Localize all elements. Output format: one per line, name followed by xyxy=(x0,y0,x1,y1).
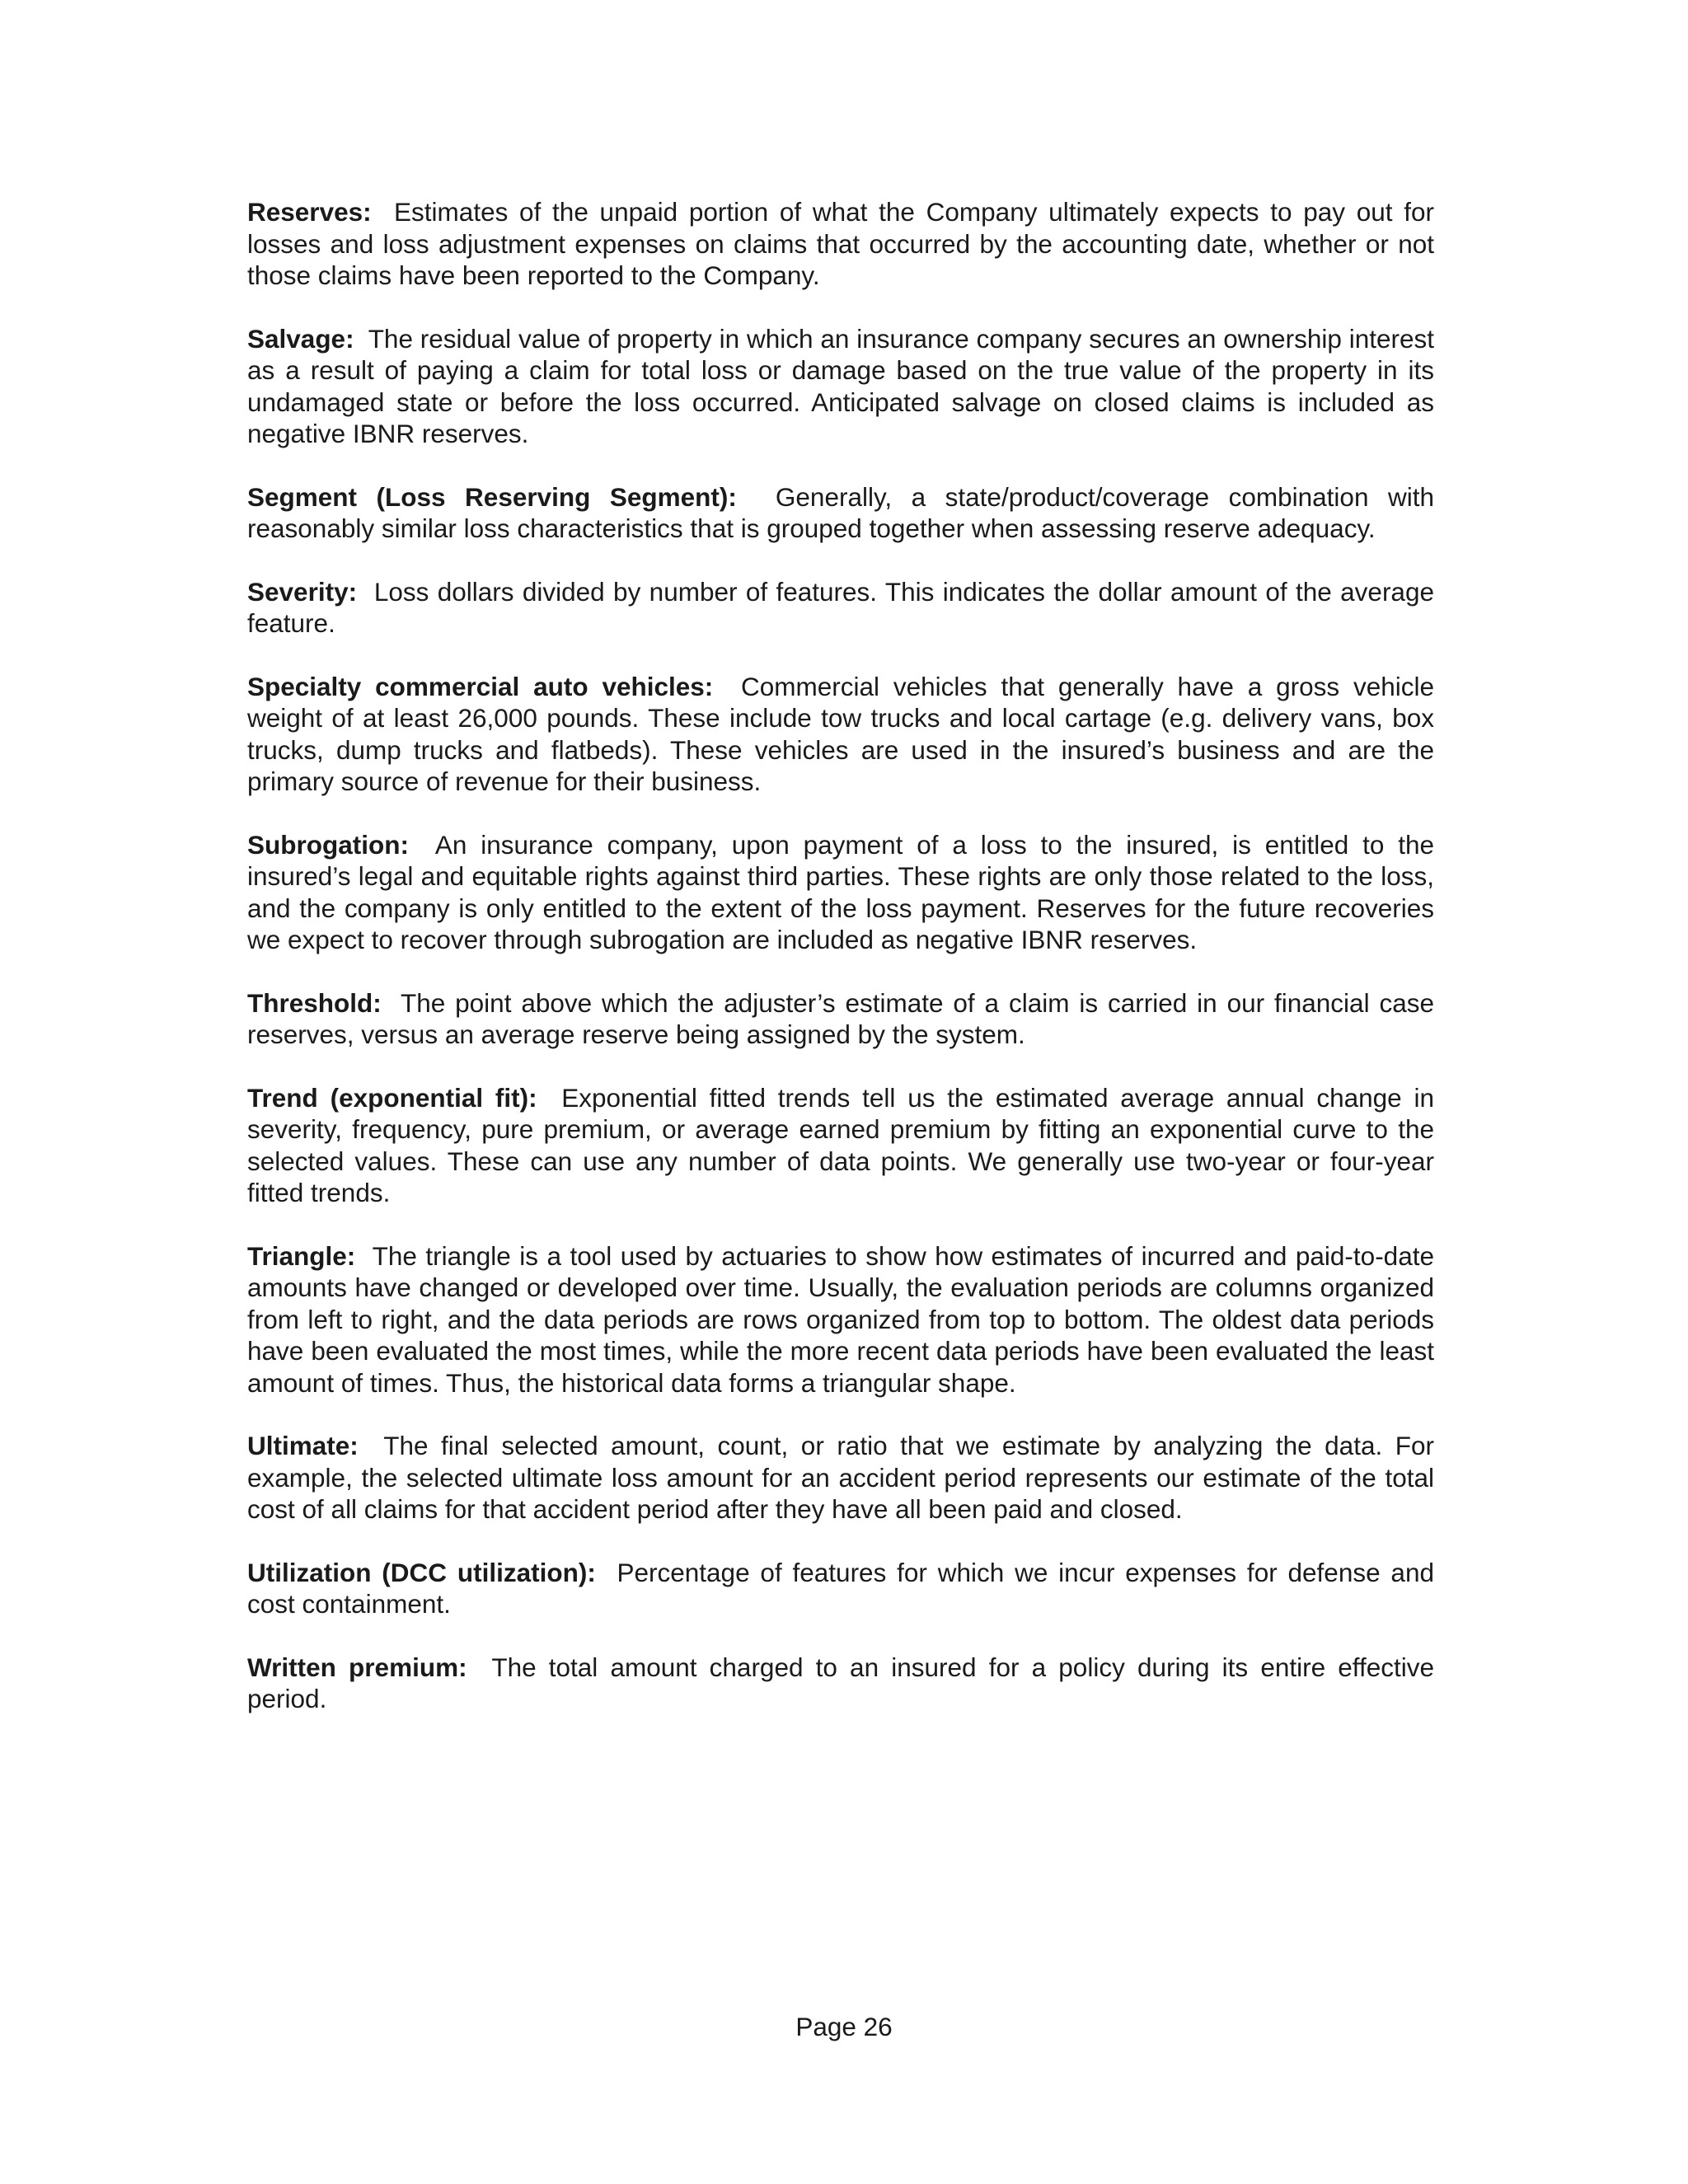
glossary-definition: Commercial vehicles that generally have a gross vehicle weight of at least 26,000 pounds. These include tow trucks and local cartage (e.g. delivery vans, box trucks, dump trucks and flatbeds). These vehicles are used in the insured’s business and are the primary source of revenue for their business. xyxy=(247,671,1434,796)
glossary-definition: The point above which the adjuster’s estimate of a claim is carried in our financial case reserves, versus an average reserve being assigned by the system. xyxy=(247,987,1435,1049)
glossary-term: Trend (exponential fit): xyxy=(247,1082,537,1113)
glossary-term: Ultimate: xyxy=(247,1431,359,1460)
glossary-definition: Generally, a state/product/coverage combination with reasonably similar loss characteristics that is grouped together when assessing reserve adequacy. xyxy=(247,481,1434,543)
glossary-definition: The final selected amount, count, or ratio that we estimate by analyzing the data. For example, the selected ultimate loss amount for an accident period represents our estimate of the total cost of all claims for that accident period after they have all been paid and closed. xyxy=(247,1431,1434,1524)
glossary-definition: Estimates of the unpaid portion of what the Company ultimately expects to pay out for losses and loss adjustment expenses on claims that occurred by the accounting date, whether or not those claims have been reported to the Company. xyxy=(247,197,1434,290)
glossary-term: Threshold: xyxy=(247,987,382,1018)
glossary-term: Segment (Loss Reserving Segment): xyxy=(247,481,737,512)
glossary-definition: An insurance company, upon payment of a loss to the insured, is entitled to the insured’s legal and equitable rights against third parties. These rights are only those related to the loss, and the company is only entitled to the extent of the loss payment. Reserves for the future recoveries we expect to recover through subrogation are included as negative IBNR reserves. xyxy=(247,829,1434,954)
glossary-entry-written-premium xyxy=(247,1652,1434,1715)
glossary-definition: Exponential fitted trends tell us the estimated average annual change in severity, frequency, pure premium, or average earned premium by fitting an exponential curve to the selected values. These can use any number of data points. We generally use two-year or four-year fitted trends. xyxy=(247,1082,1434,1207)
glossary-term: Salvage: xyxy=(247,323,354,354)
glossary-definition: The triangle is a tool used by actuaries to show how estimates of incurred and paid-to-date amounts have changed or developed over time. Usually, the evaluation periods are columns organized from left to right, and the data periods are rows organized from top to bottom. The oldest data periods have been evaluated the most times, while the more recent data periods have been evaluated the least amount of times. Thus, the historical data forms a triangular shape. xyxy=(247,1240,1434,1398)
glossary-definition: The total amount charged to an insured for a policy during its entire effective period. xyxy=(247,1652,1435,1713)
glossary-definition: The residual value of property in which an insurance company secures an ownership interest as a result of paying a claim for total loss or damage based on the true value of the property in its undamaged state or before the loss occurred. Anticipated salvage on closed claims is included as negative IBNR reserves. xyxy=(247,323,1434,448)
glossary-entry-utilization xyxy=(247,1557,1434,1620)
glossary-entry-segment xyxy=(247,481,1434,545)
glossary-definition: Percentage of features for which we incur expenses for defense and cost containment. xyxy=(247,1557,1434,1619)
glossary-entry-subrogation xyxy=(247,829,1434,956)
glossary-entry-reserves xyxy=(247,196,1434,292)
glossary-entry-severity xyxy=(247,576,1434,640)
glossary-term: Severity: xyxy=(247,576,358,607)
glossary-entry-threshold xyxy=(247,987,1434,1051)
page-number: Page 26 xyxy=(795,2012,893,2041)
glossary-definition: Loss dollars divided by number of features. This indicates the dollar amount of the average feature. xyxy=(247,576,1434,638)
glossary-term: Specialty commercial auto vehicles: xyxy=(247,671,714,701)
glossary-term: Reserves: xyxy=(247,197,372,227)
glossary-entry-trend xyxy=(247,1082,1434,1209)
glossary-term: Subrogation: xyxy=(247,829,409,860)
glossary-term: Triangle: xyxy=(247,1240,356,1271)
glossary-entry-specialty-commercial-auto xyxy=(247,671,1434,798)
glossary-term: Utilization (DCC utilization): xyxy=(247,1557,596,1587)
glossary-list xyxy=(247,196,1434,1746)
glossary-entry-salvage xyxy=(247,323,1434,450)
glossary-entry-ultimate xyxy=(247,1430,1434,1526)
glossary-entry-triangle xyxy=(247,1240,1434,1399)
glossary-term: Written premium: xyxy=(247,1652,467,1682)
